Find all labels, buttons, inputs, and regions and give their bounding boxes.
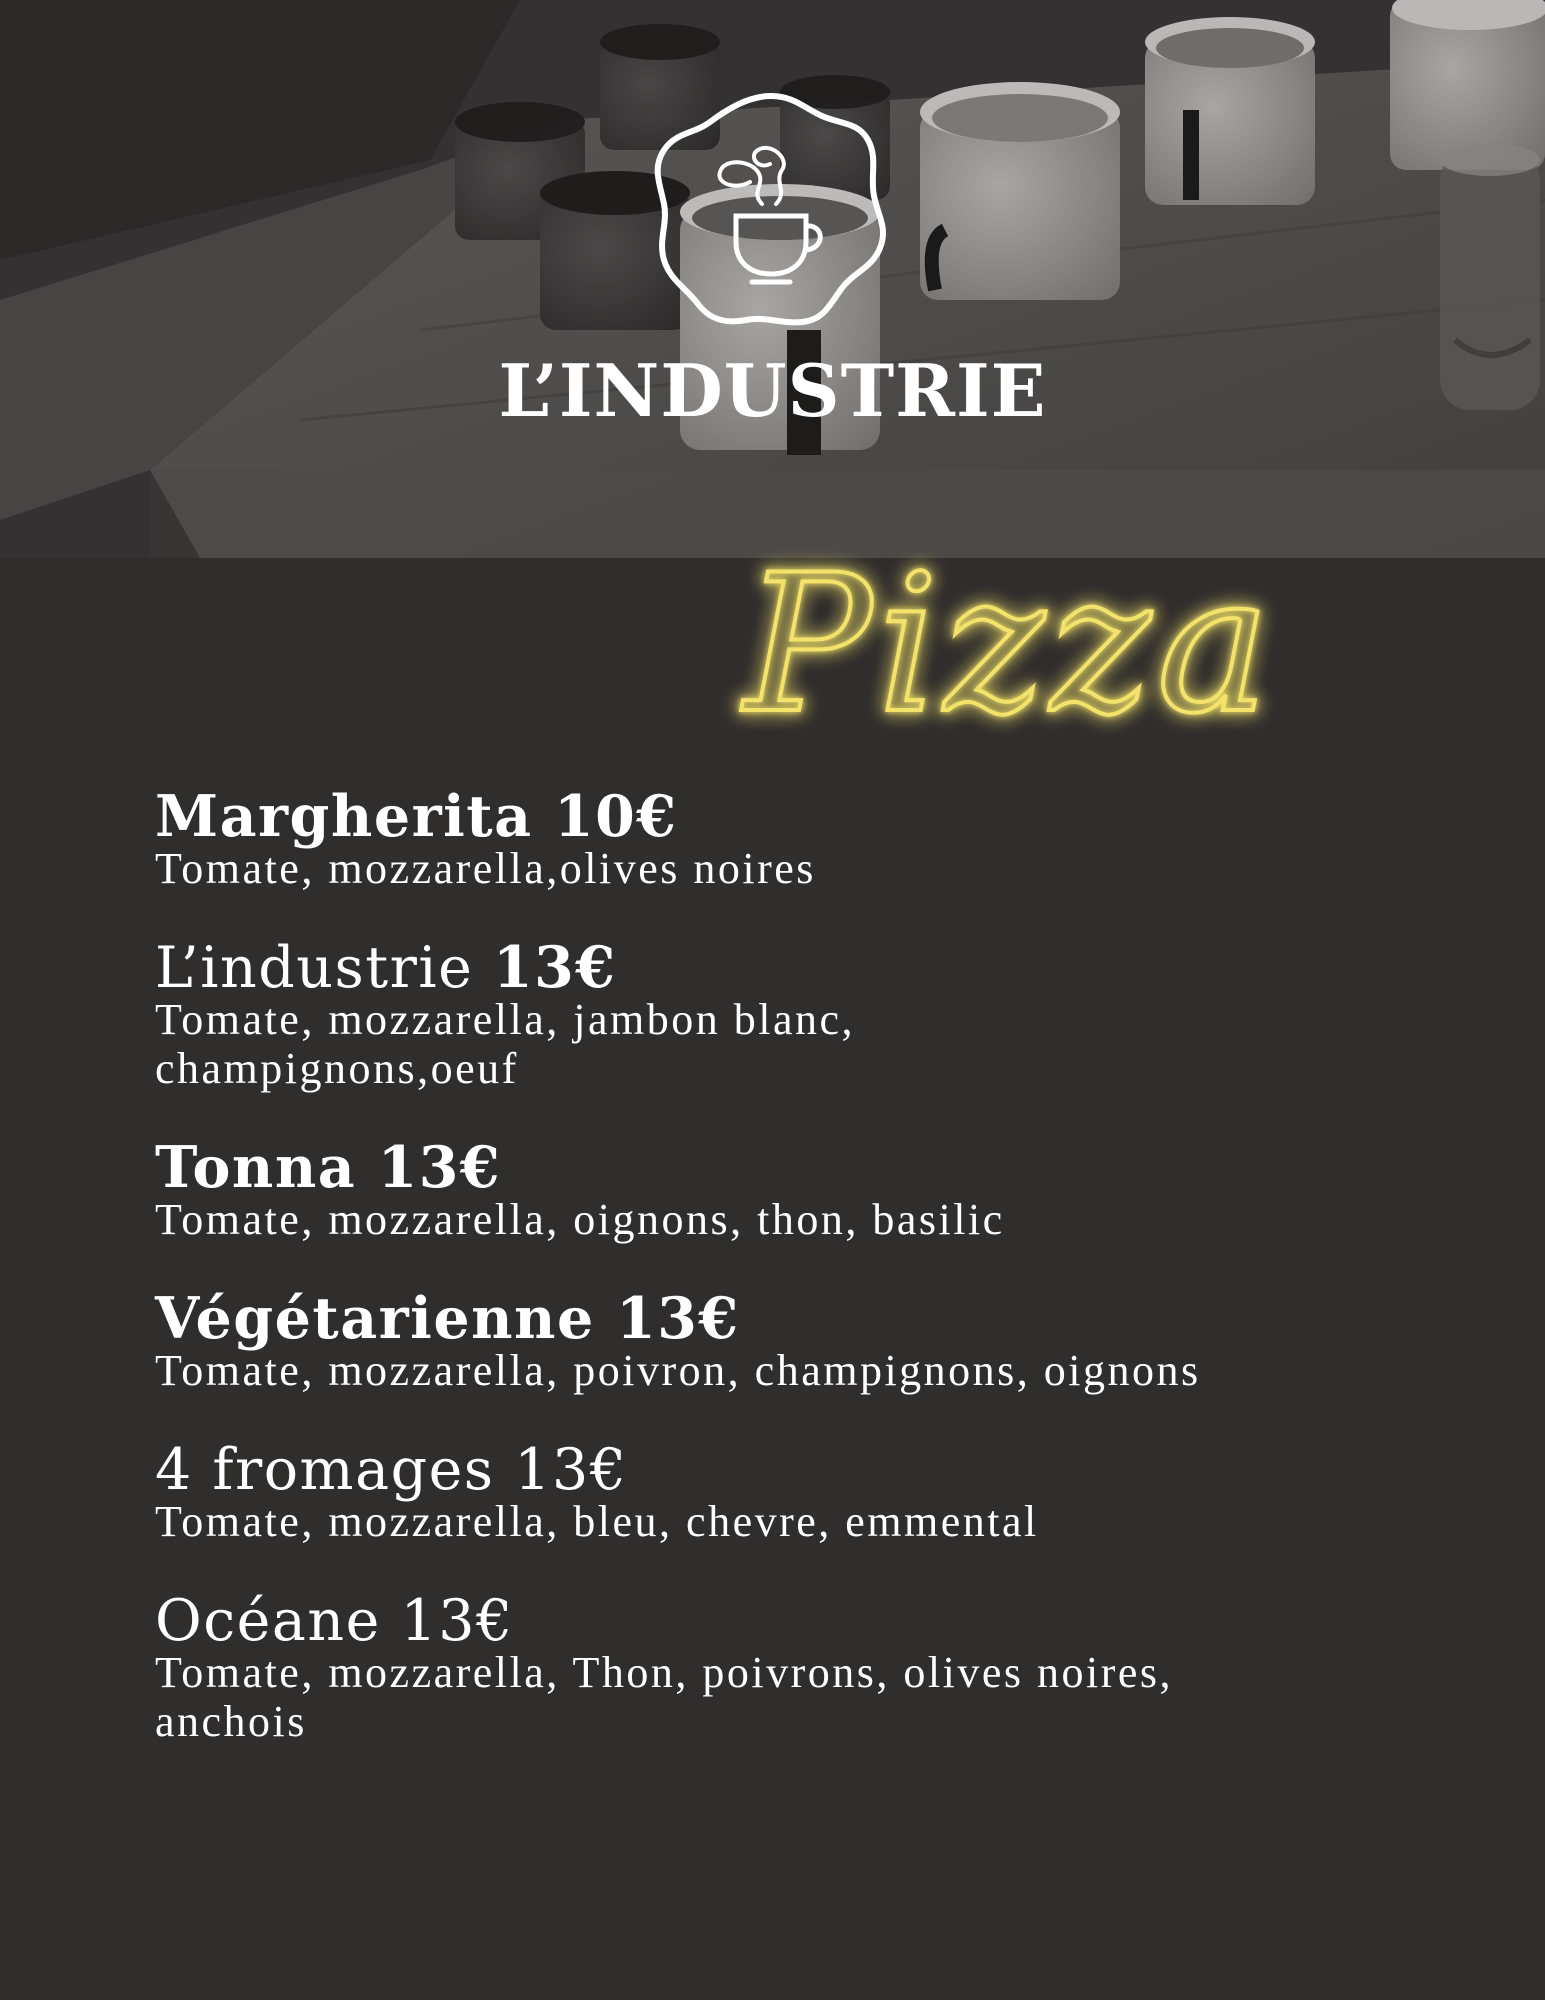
menu-item-title <box>155 1285 1305 1352</box>
menu-item-title <box>155 934 1305 1001</box>
menu-item-name: Océane <box>155 1588 381 1654</box>
menu-item <box>155 1439 1305 1546</box>
menu-item-name: Végétarienne <box>155 1285 595 1352</box>
menu-item-title <box>155 1134 1305 1201</box>
header-photo <box>0 0 1545 558</box>
menu-item-price: 13€ <box>514 1437 628 1503</box>
menu-item-title <box>155 1590 1305 1652</box>
menu-item-description: Tomate, mozzarella, oignons, thon, basilic <box>155 1195 1005 1244</box>
menu-item-description: Tomate, mozzarella, poivron, champignons, oignons <box>155 1346 1201 1395</box>
pizza-menu-list <box>155 783 1305 1790</box>
menu-item-description: Tomate, mozzarella,olives noires <box>155 844 816 893</box>
menu-item-price: 13€ <box>616 1285 740 1352</box>
menu-item-price: 10€ <box>553 783 678 850</box>
menu-item-price: 13€ <box>400 1588 514 1654</box>
section-title-pizza <box>700 520 1320 820</box>
menu-item-description: Tomate, mozzarella, bleu, chevre, emmental <box>155 1497 1039 1546</box>
menu-item-title <box>155 783 1305 850</box>
section-title-text: Pizza <box>743 534 1277 755</box>
menu-item-name: Margherita <box>155 783 533 850</box>
menu-item-price: 13€ <box>492 934 617 1001</box>
menu-item-price: 13€ <box>377 1134 502 1201</box>
steaming-cup-badge-icon <box>654 92 888 326</box>
menu-item <box>155 783 1305 893</box>
menu-item-title <box>155 1439 1305 1501</box>
brand-name: L’INDUSTRIE <box>498 348 1047 433</box>
menu-item <box>155 1285 1305 1395</box>
menu-item <box>155 1134 1305 1244</box>
menu-item-name: 4 fromages <box>155 1437 495 1503</box>
menu-item-description: Tomate, mozzarella, Thon, poivrons, olives noires, anchois <box>155 1648 1173 1746</box>
menu-item-description: Tomate, mozzarella, jambon blanc, champignons,oeuf <box>155 995 856 1093</box>
menu-item <box>155 934 1305 1093</box>
menu-item-name: Tonna <box>155 1134 357 1201</box>
menu-item-name: L’industrie <box>155 935 474 1001</box>
menu-item <box>155 1590 1305 1746</box>
